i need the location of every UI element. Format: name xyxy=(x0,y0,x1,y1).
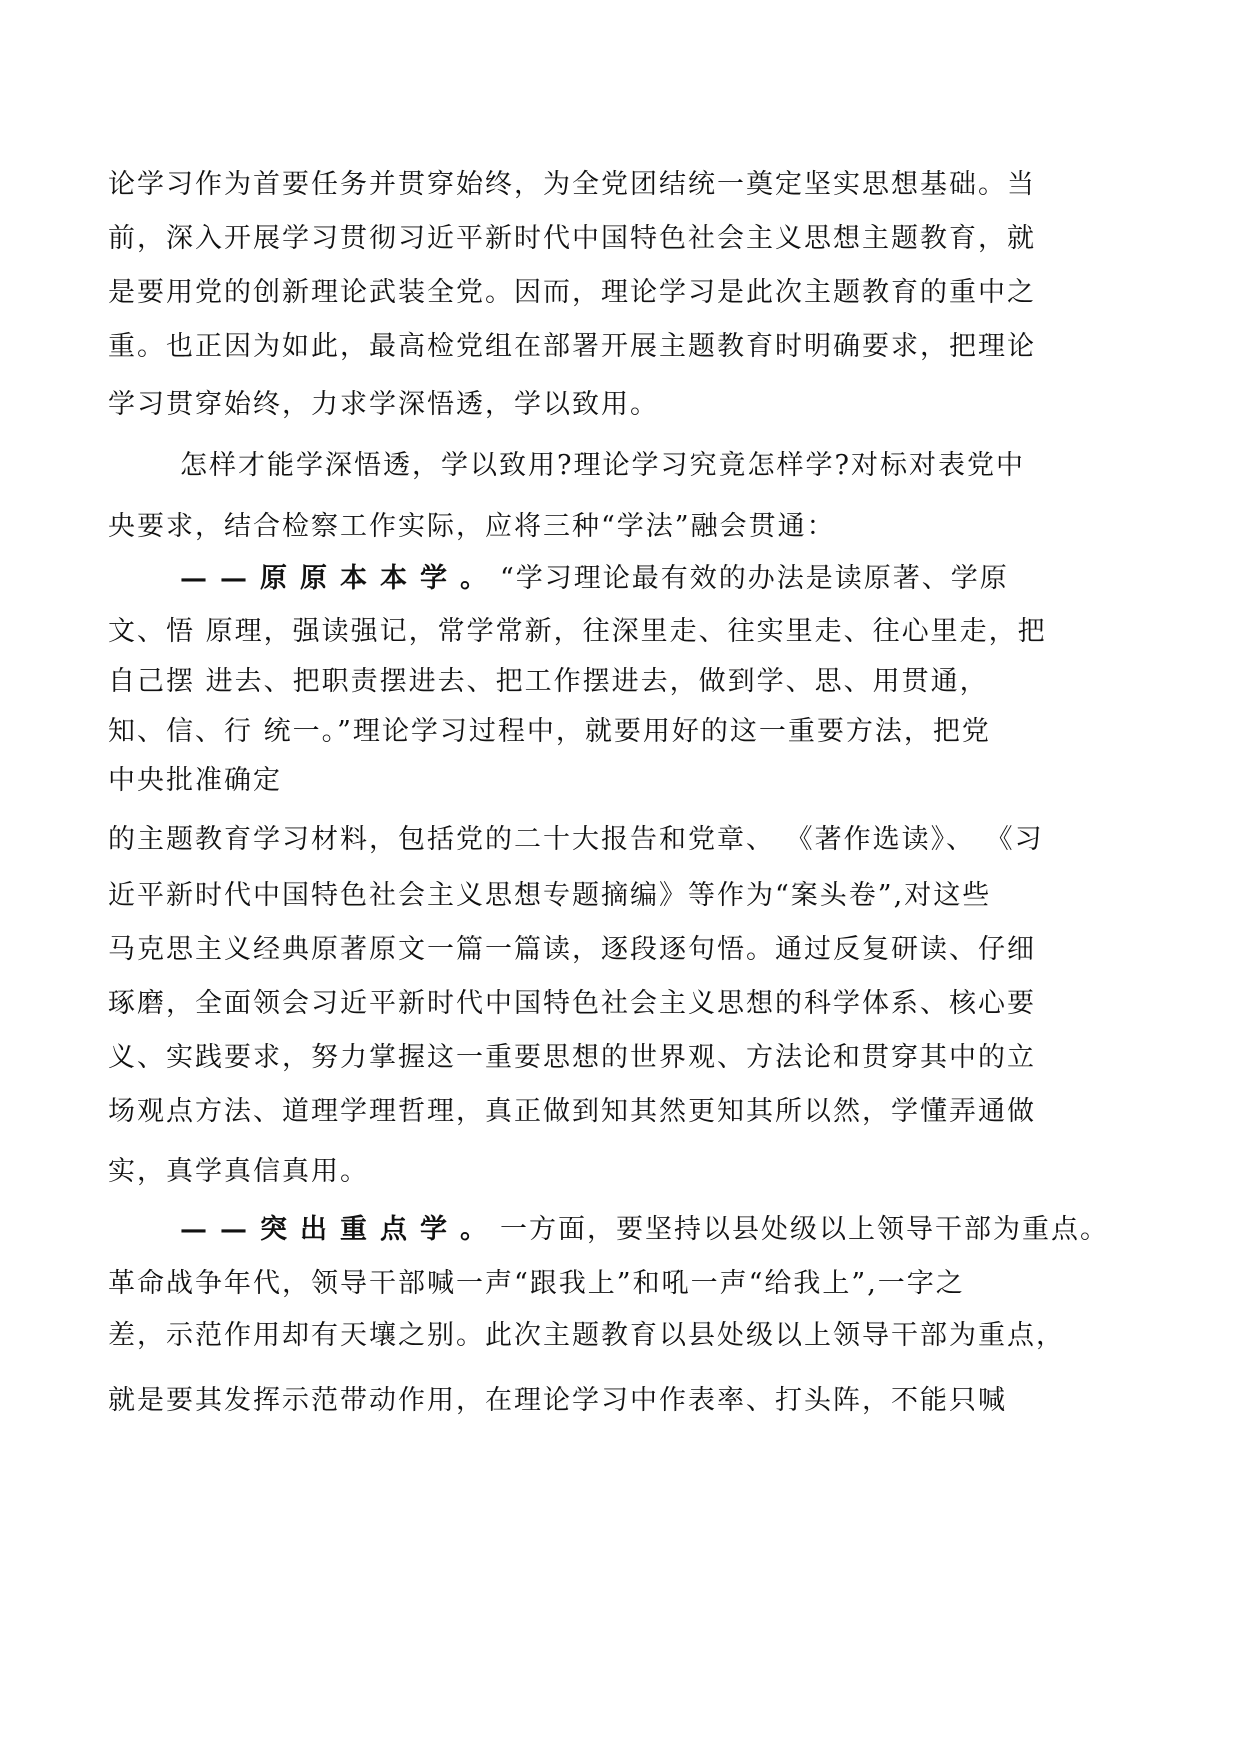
paragraph-line: 自己摆 进去、把职责摆进去、把工作摆进去，做到学、思、用贯通， xyxy=(108,666,989,697)
paragraph-line: 就是要其发挥示范带动作用，在理论学习中作表率、打头阵，不能只喊 xyxy=(108,1385,1007,1416)
section-heading: ——原原本本学。 xyxy=(180,563,500,594)
paragraph-line: 近平新时代中国特色社会主义思想专题摘编》等作为“案头卷”,对这些 xyxy=(108,880,992,911)
section-2-line xyxy=(180,1213,1109,1247)
section-text: 一方面，要坚持以县处级以上领导干部为重点。 xyxy=(500,1214,1109,1245)
paragraph-line: 重。也正因为如此，最高检党组在部署开展主题教育时明确要求，把理论 xyxy=(108,331,1036,362)
paragraph-line: 文、悟 原理，强读强记，常学常新，往深里走、往实里走、往心里走，把 xyxy=(108,616,1047,647)
section-heading: ——突出重点学。 xyxy=(180,1214,500,1245)
paragraph-line: 场观点方法、道理学理哲理，真正做到知其然更知其所以然，学懂弄通做 xyxy=(108,1096,1036,1127)
paragraph-line: 知、信、行 统一。”理论学习过程中，就要用好的这一重要方法，把党 xyxy=(108,716,991,747)
paragraph-line: 革命战争年代，领导干部喊一声“跟我上”和吼一声“给我上”,一字之 xyxy=(108,1268,965,1299)
paragraph-line: 马克思主义经典原著原文一篇一篇读，逐段逐句悟。通过反复研读、仔细 xyxy=(108,934,1036,965)
section-1-line xyxy=(180,562,1009,596)
paragraph-line: 琢磨，全面领会习近平新时代中国特色社会主义思想的科学体系、核心要 xyxy=(108,988,1036,1019)
paragraph-line: 是要用党的创新理论武装全党。因而，理论学习是此次主题教育的重中之 xyxy=(108,277,1036,308)
paragraph-line: 的主题教育学习材料，包括党的二十大报告和党章、 《著作选读》、 《习 xyxy=(108,824,1044,855)
paragraph-line: 论学习作为首要任务并贯穿始终，为全党团结统一奠定坚实思想基础。当 xyxy=(108,169,1036,200)
section-text: “学习理论最有效的办法是读原著、学原 xyxy=(500,563,1009,594)
paragraph-line: 差，示范作用却有天壤之别。此次主题教育以县处级以上领导干部为重点， xyxy=(108,1320,1065,1351)
paragraph-line: 学习贯穿始终，力求学深悟透，学以致用。 xyxy=(108,389,659,420)
paragraph-line: 央要求，结合检察工作实际，应将三种“学法”融会贯通： xyxy=(108,511,836,542)
paragraph-line: 前，深入开展学习贯彻习近平新时代中国特色社会主义思想主题教育，就 xyxy=(108,223,1036,254)
paragraph-line: 实，真学真信真用。 xyxy=(108,1156,369,1187)
paragraph-line: 义、实践要求，努力掌握这一重要思想的世界观、方法论和贯穿其中的立 xyxy=(108,1042,1036,1073)
paragraph-line: 怎样才能学深悟透，学以致用?理论学习究竟怎样学?对标对表党中 xyxy=(180,450,1025,481)
paragraph-line: 中央批准确定 xyxy=(108,765,282,796)
